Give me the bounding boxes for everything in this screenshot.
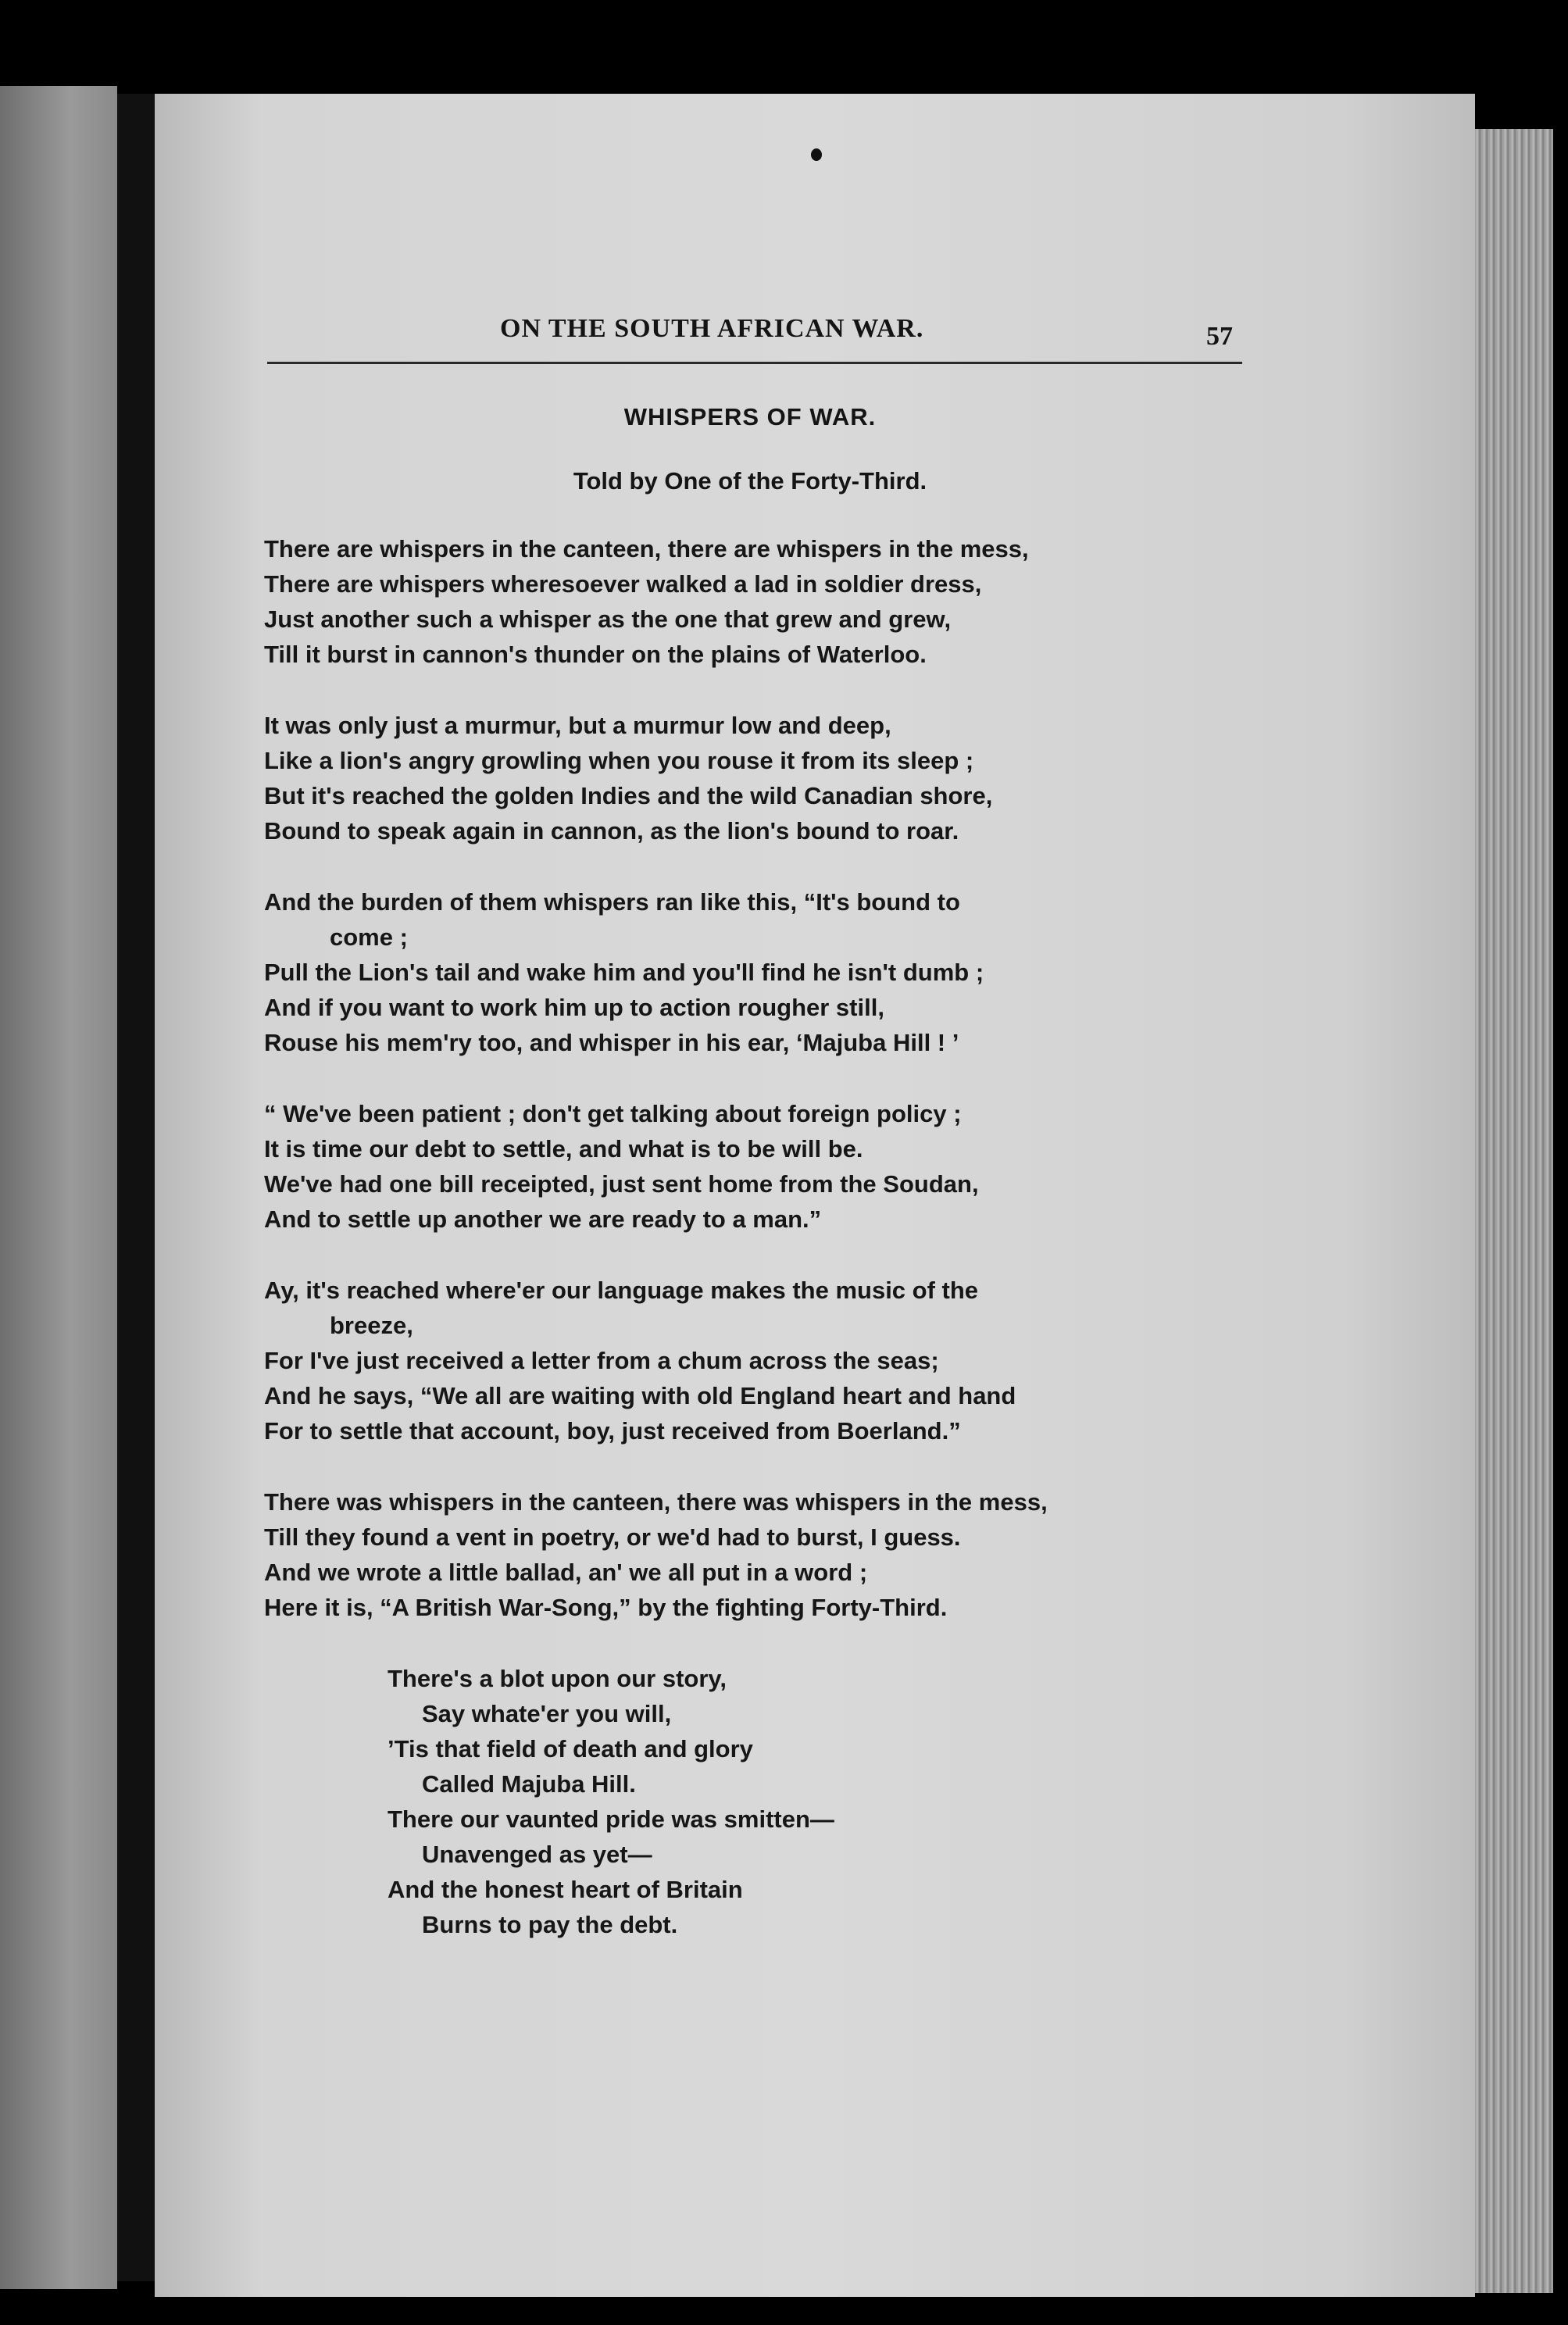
poem-line: Rouse his mem'ry too, and whisper in his ear, ‘Majuba Hill ! ’ bbox=[264, 1029, 959, 1056]
speck-mark bbox=[811, 148, 822, 161]
song-line: And the honest heart of Britain bbox=[388, 1876, 743, 1903]
poem-body bbox=[264, 531, 1241, 1942]
poem-line: Till it burst in cannon's thunder on the plains of Waterloo. bbox=[264, 641, 927, 668]
poem-line: There was whispers in the canteen, there was whispers in the mess, bbox=[264, 1488, 1048, 1516]
song-line: There's a blot upon our story, bbox=[388, 1665, 727, 1692]
header-rule bbox=[267, 362, 1242, 364]
poem-line: breeze, bbox=[330, 1312, 413, 1339]
poem-line: It was only just a murmur, but a murmur low and deep, bbox=[264, 712, 891, 739]
poem-line: Here it is, “A British War-Song,” by the fighting Forty-Third. bbox=[264, 1594, 948, 1621]
stanza bbox=[264, 884, 1241, 1060]
song-line: ’Tis that field of death and glory bbox=[388, 1735, 753, 1762]
poem-line: And if you want to work him up to action rougher still, bbox=[264, 994, 884, 1021]
stanza bbox=[264, 1273, 1241, 1448]
song-line: There our vaunted pride was smitten— bbox=[388, 1805, 834, 1833]
page-number: 57 bbox=[1206, 322, 1233, 351]
song-line: Called Majuba Hill. bbox=[422, 1770, 636, 1798]
stanza bbox=[264, 1484, 1241, 1625]
poem-line: But it's reached the golden Indies and the wild Canadian shore, bbox=[264, 782, 993, 809]
war-song bbox=[264, 1661, 1241, 1942]
poem-line: We've had one bill receipted, just sent home from the Soudan, bbox=[264, 1170, 979, 1198]
poem-line: Ay, it's reached where'er our language makes the music of the bbox=[264, 1277, 979, 1304]
poem-line: Till they found a vent in poetry, or we'd had to burst, I guess. bbox=[264, 1523, 961, 1551]
page-stack-edges bbox=[1475, 129, 1553, 2293]
stanza bbox=[264, 708, 1241, 848]
poem-line: There are whispers wheresoever walked a lad in soldier dress, bbox=[264, 570, 982, 598]
poem-line: For I've just received a letter from a chum across the seas; bbox=[264, 1347, 939, 1374]
poem-line: There are whispers in the canteen, there are whispers in the mess, bbox=[264, 535, 1029, 562]
poem-line: And the burden of them whispers ran like this, “It's bound to bbox=[264, 888, 960, 916]
stanza bbox=[264, 1096, 1241, 1237]
poem-line: For to settle that account, boy, just received from Boerland.” bbox=[264, 1417, 961, 1445]
poem-line: Like a lion's angry growling when you rouse it from its sleep ; bbox=[264, 747, 974, 774]
poem-line: And we wrote a little ballad, an' we all put in a word ; bbox=[264, 1559, 868, 1586]
song-line: Unavenged as yet— bbox=[422, 1841, 652, 1868]
stanza bbox=[264, 531, 1241, 672]
poem-line: Just another such a whisper as the one that grew and grew, bbox=[264, 605, 952, 633]
poem-line: Bound to speak again in cannon, as the lion's bound to roar. bbox=[264, 817, 959, 845]
poem-line: Pull the Lion's tail and wake him and you'll find he isn't dumb ; bbox=[264, 959, 984, 986]
song-line: Burns to pay the debt. bbox=[422, 1911, 678, 1938]
poem-line: “ We've been patient ; don't get talking about foreign policy ; bbox=[264, 1100, 962, 1127]
running-head: ON THE SOUTH AFRICAN WAR. bbox=[500, 314, 924, 343]
poem-line: And to settle up another we are ready to a man.” bbox=[264, 1205, 822, 1233]
poem-line: come ; bbox=[330, 923, 408, 951]
poem-line: It is time our debt to settle, and what is to be will be. bbox=[264, 1135, 863, 1162]
poem-subtitle: Told by One of the Forty-Third. bbox=[573, 467, 927, 495]
song-line: Say whate'er you will, bbox=[422, 1700, 672, 1727]
poem-line: And he says, “We all are waiting with old England heart and hand bbox=[264, 1382, 1016, 1409]
poem-title: WHISPERS OF WAR. bbox=[623, 403, 877, 430]
